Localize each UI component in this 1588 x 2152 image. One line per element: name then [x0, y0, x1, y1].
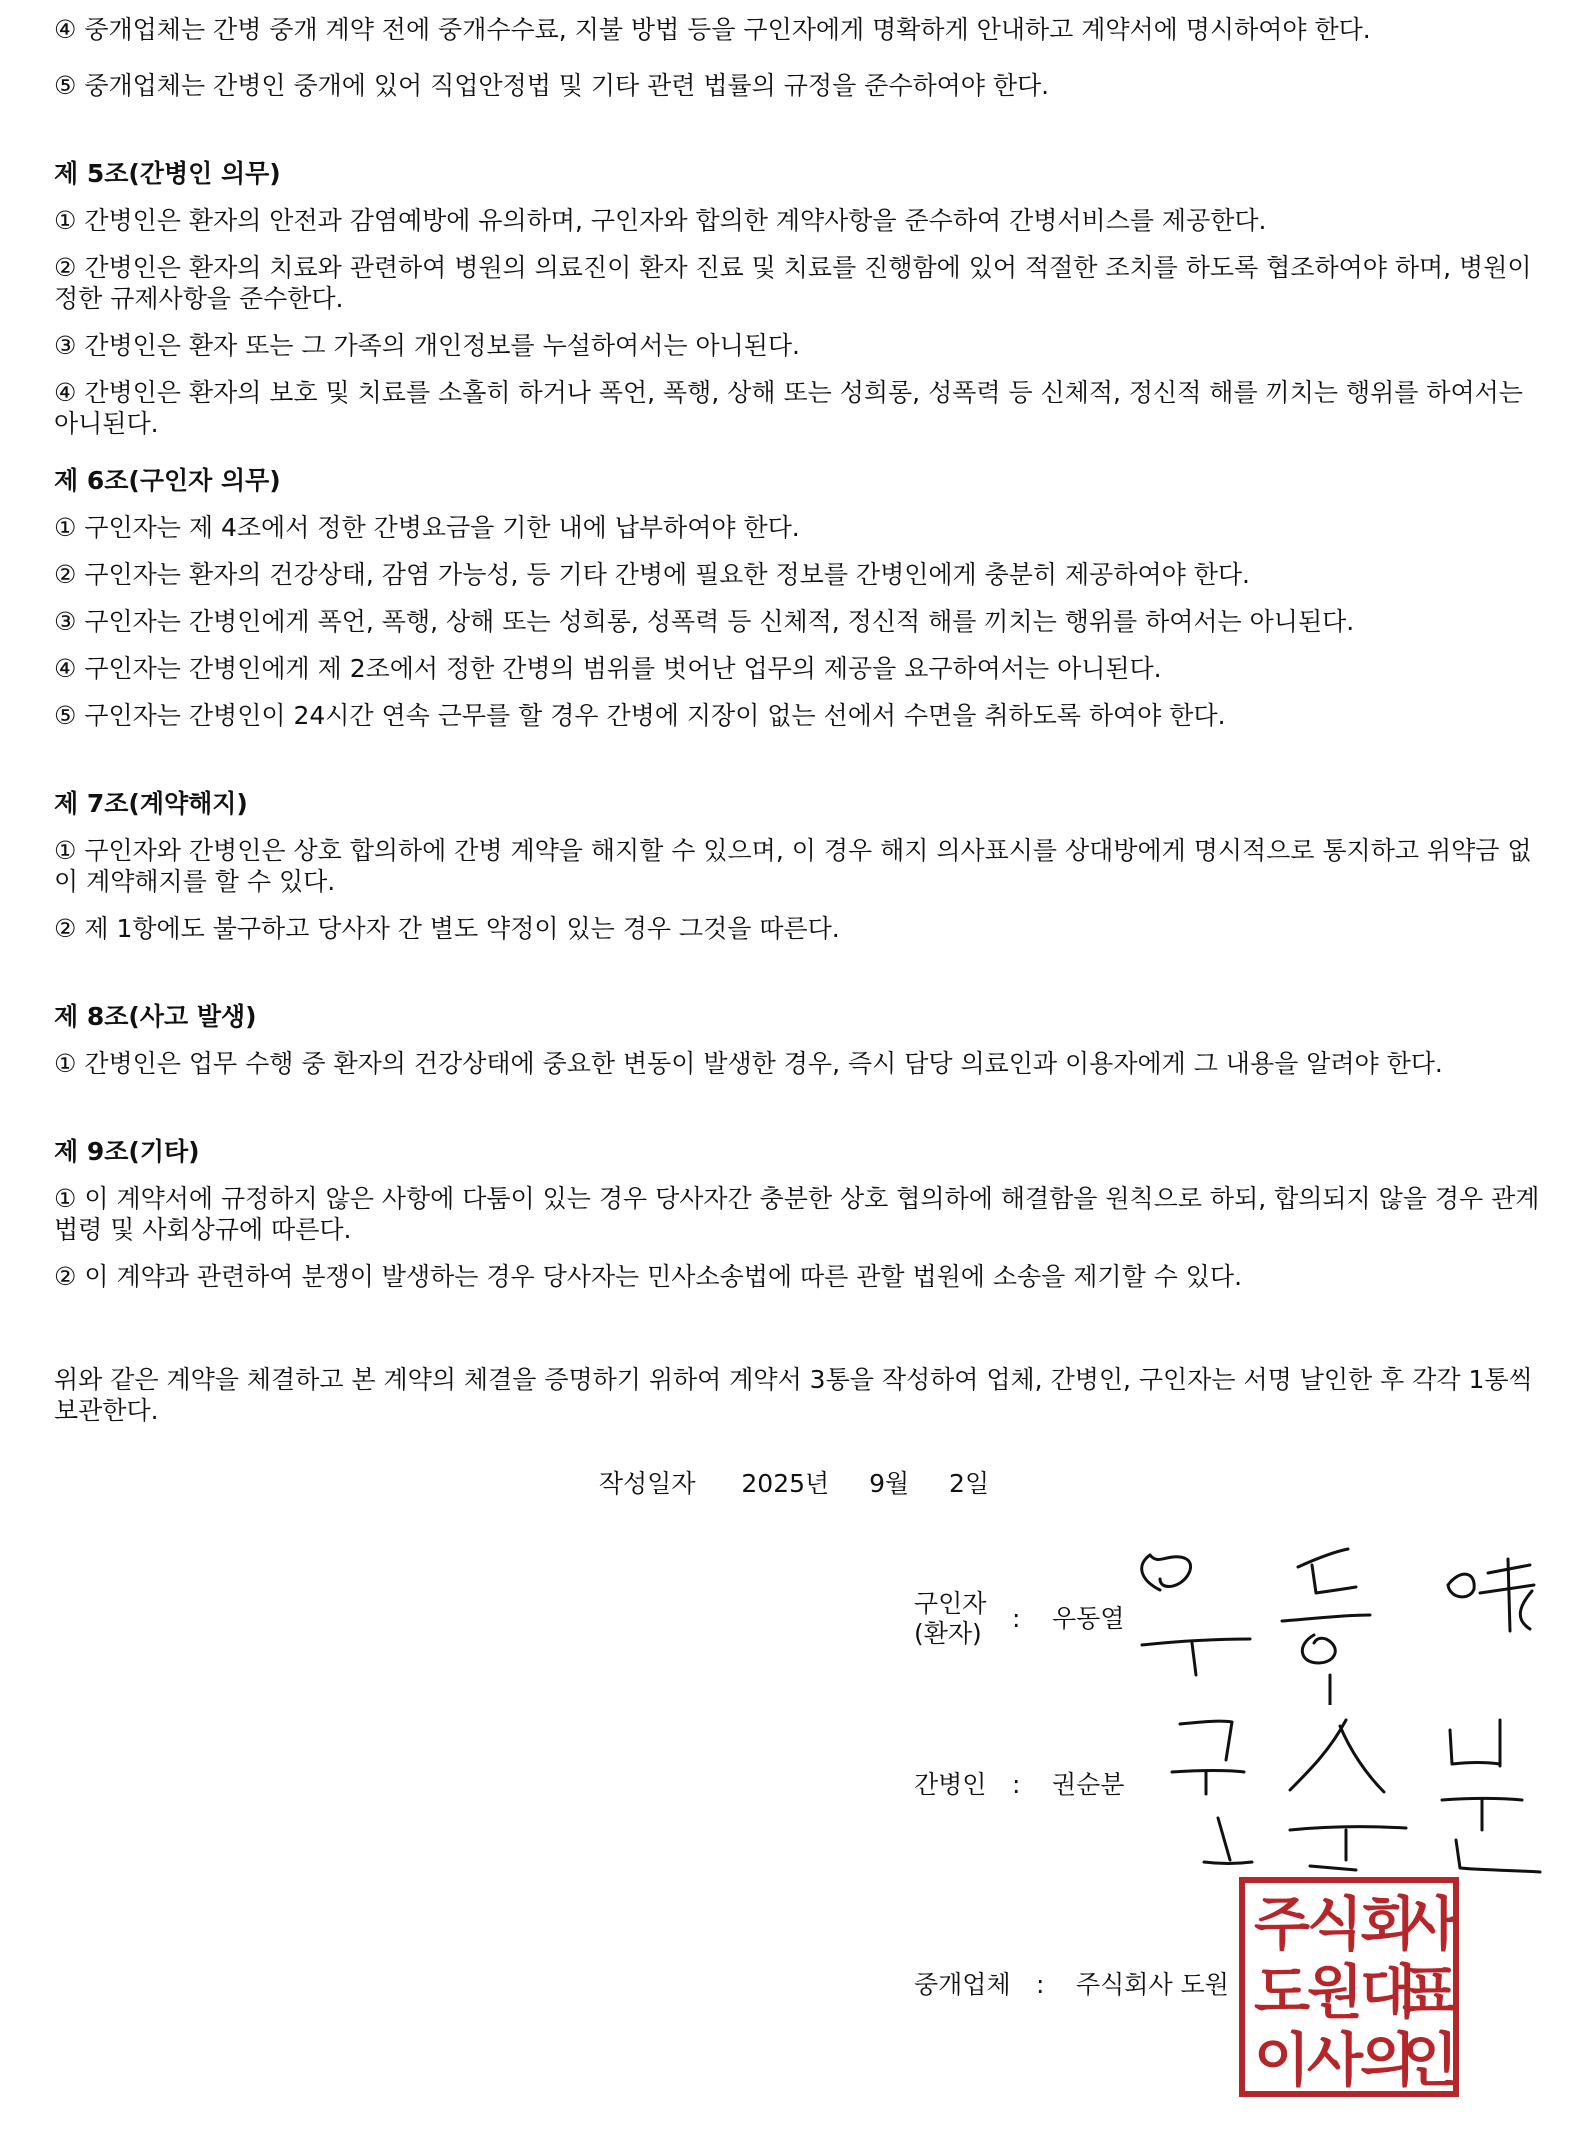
article4-item5: ⑤ 중개업체는 간병인 중개에 있어 직업안정법 및 기타 관련 법률의 규정을 준수하여야 한다. [54, 71, 1050, 100]
date-year: 2025년 [741, 1469, 830, 1498]
article9-title: 제 9조(기타) [54, 1137, 200, 1166]
caregiver-label: 간병인 [914, 1770, 987, 1799]
client-colon: : [1012, 1604, 1021, 1633]
article6-item: ② 구인자는 환자의 건강상태, 감염 가능성, 등 기타 간병에 필요한 정보를 간병인에게 충분히 제공하여야 한다. [54, 560, 1250, 589]
article5-title: 제 5조(간병인 의무) [54, 159, 281, 188]
client-label-sub: (환자) [914, 1619, 982, 1648]
article7-item: ② 제 1항에도 불구하고 당사자 간 별도 약정이 있는 경우 그것을 따른다. [54, 914, 840, 943]
agency-name: 주식회사 도원 [1076, 1970, 1229, 1999]
date-line [0, 1468, 1588, 1499]
article5-item: ① 간병인은 환자의 안전과 감염예방에 유의하며, 구인자와 합의한 계약사항을 준수하여 간병서비스를 제공한다. [54, 206, 1267, 235]
svg-text:사: 사 [1306, 2026, 1364, 2094]
date-month: 9월 [869, 1469, 910, 1498]
client-name: 우동열 [1052, 1604, 1125, 1633]
svg-text:대: 대 [1359, 1958, 1417, 2026]
caregiver-name: 권순분 [1052, 1770, 1125, 1799]
article9-item: ② 이 계약과 관련하여 분쟁이 발생하는 경우 당사자는 민사소송법에 따른 관할 법원에 소송을 제기할 수 있다. [54, 1262, 1243, 1291]
article5-item: ② 간병인은 환자의 치료와 관련하여 병원의 의료진이 환자 진료 및 치료를 진행함에 있어 적절한 조치를 하도록 협조하여야 하며, 병원이 정한 규제사항을 준수한다. [54, 253, 1540, 313]
article8-title: 제 8조(사고 발생) [54, 1002, 257, 1031]
agency-colon: : [1036, 1970, 1045, 1999]
date-label: 작성일자 [598, 1469, 696, 1498]
svg-text:의: 의 [1359, 2026, 1417, 2094]
client-signature-image [1130, 1535, 1550, 1705]
svg-text:인: 인 [1401, 2026, 1459, 2094]
article7-item: ① 구인자와 간병인은 상호 합의하에 간병 계약을 해지할 수 있으며, 이 경우 해지 의사표시를 상대방에게 명시적으로 통지하고 위약금 없이 계약해지를 할 수 있다. [54, 836, 1532, 896]
article9-item: ① 이 계약서에 규정하지 않은 사항에 다툼이 있는 경우 당사자간 충분한 상호 협의하에 해결함을 원칙으로 하되, 합의되지 않을 경우 관계 법령 및 사회상규에 따른다. [54, 1184, 1548, 1244]
article6-item: ① 구인자는 제 4조에서 정한 간병요금을 기한 내에 납부하여야 한다. [54, 513, 800, 542]
article6-title: 제 6조(구인자 의무) [54, 466, 281, 495]
svg-text:이: 이 [1253, 2026, 1311, 2094]
svg-text:식: 식 [1306, 1890, 1364, 1958]
caregiver-signature-image [1170, 1700, 1550, 1880]
article8-item: ① 간병인은 업무 수행 중 환자의 건강상태에 중요한 변동이 발생한 경우, 즉시 담당 의료인과 이용자에게 그 내용을 알려야 한다. [54, 1049, 1443, 1078]
date-day: 2일 [949, 1469, 990, 1498]
closing-statement: 위와 같은 계약을 체결하고 본 계약의 체결을 증명하기 위하여 계약서 3통을 작성하여 업체, 간병인, 구인자는 서명 날인한 후 각각 1통씩 보관한다. [54, 1365, 1541, 1425]
svg-text:회: 회 [1359, 1890, 1417, 1958]
article6-item: ④ 구인자는 간병인에게 제 2조에서 정한 간병의 범위를 벗어난 업무의 제공을 요구하여서는 아니된다. [54, 654, 1162, 683]
svg-text:원: 원 [1306, 1958, 1364, 2026]
client-label: 구인자 [914, 1589, 987, 1618]
caregiver-colon: : [1012, 1770, 1021, 1799]
svg-text:주: 주 [1253, 1890, 1311, 1958]
article5-item: ④ 간병인은 환자의 보호 및 치료를 소홀히 하거나 폭언, 폭행, 상해 또는 성희롱, 성폭력 등 신체적, 정신적 해를 끼치는 행위를 하여서는 아니된다. [54, 378, 1531, 438]
article6-item: ⑤ 구인자는 간병인이 24시간 연속 근무를 할 경우 간병에 지장이 없는 선에서 수면을 취하도록 하여야 한다. [54, 701, 1226, 730]
article7-title: 제 7조(계약해지) [54, 789, 248, 818]
agency-label: 중개업체 [914, 1970, 1011, 1999]
svg-text:표: 표 [1401, 1958, 1459, 2026]
company-seal-stamp [1238, 1876, 1460, 2098]
article6-item: ③ 구인자는 간병인에게 폭언, 폭행, 상해 또는 성희롱, 성폭력 등 신체적, 정신적 해를 끼치는 행위를 하여서는 아니된다. [54, 607, 1355, 636]
article5-item: ③ 간병인은 환자 또는 그 가족의 개인정보를 누설하여서는 아니된다. [54, 331, 800, 360]
svg-text:사: 사 [1401, 1890, 1459, 1958]
article4-item4: ④ 중개업체는 간병 중개 계약 전에 중개수수료, 지불 방법 등을 구인자에게 명확하게 안내하고 계약서에 명시하여야 한다. [54, 15, 1371, 44]
svg-text:도: 도 [1253, 1958, 1311, 2026]
